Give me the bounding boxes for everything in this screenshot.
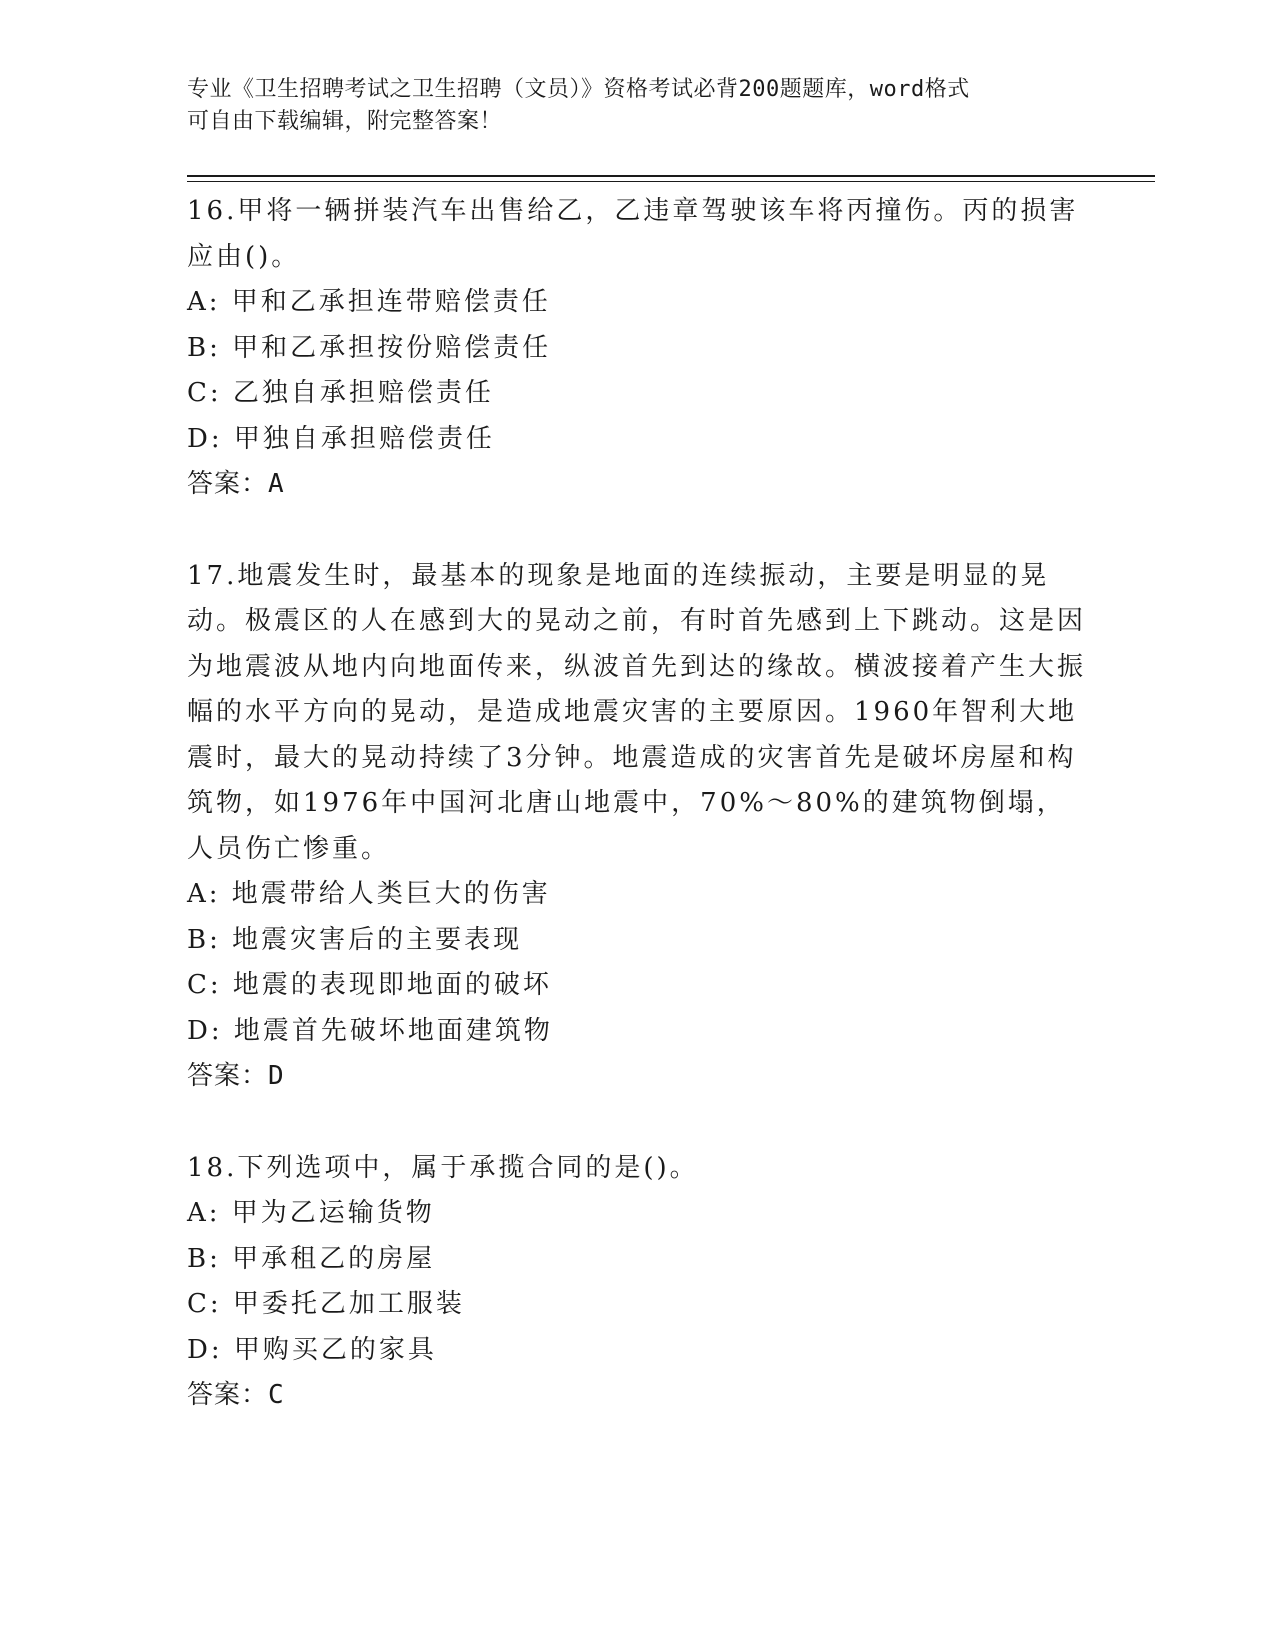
- option-b: B: 甲和乙承担按份赔偿责任: [187, 332, 552, 363]
- question-text: 18.下列选项中，属于承揽合同的是()。: [187, 1152, 699, 1183]
- option-b: B: 甲承租乙的房屋: [187, 1243, 436, 1274]
- option-d: D: 地震首先破坏地面建筑物: [187, 1015, 553, 1046]
- option-c: C: 甲委托乙加工服装: [187, 1289, 465, 1319]
- option-d: D: 甲独自承担赔偿责任: [187, 423, 495, 454]
- header-divider-thick: [187, 175, 1155, 177]
- question-18: [187, 1146, 1087, 1419]
- option-d: D: 甲购买乙的家具: [187, 1334, 437, 1365]
- answer-label: 答案：D: [187, 1061, 285, 1091]
- option-c: C: 地震的表现即地面的破坏: [187, 970, 552, 1000]
- option-b: B: 地震灾害后的主要表现: [187, 924, 523, 955]
- header-line-2: 可自由下载编辑，附完整答案！: [187, 109, 503, 134]
- question-text: 17.地震发生时，最基本的现象是地面的连续振动，主要是明显的晃动。极震区的人在感到大的晃动之前，有时首先感到上下跳动。这是因为地震波从地内向地面传来，纵波首先到达的缘故。横波接着产生大振幅的水平方向的晃动，是造成地震灾害的主要原因。1960年智利大地震时，最大的晃动持续了3分钟。地震造成的灾害首先是破坏房屋和构筑物，如1976年中国河北唐山地震中，70%～80%的建筑物倒塌，人员伤亡惨重。: [187, 560, 1087, 864]
- header-line-1: 专业《卫生招聘考试之卫生招聘（文员）》资格考试必背200题题库，word格式: [187, 77, 970, 102]
- question-text: 16.甲将一辆拼装汽车出售给乙，乙违章驾驶该车将丙撞伤。丙的损害应由()。: [187, 196, 1079, 272]
- document-header: [187, 74, 1067, 138]
- question-17: [187, 554, 1087, 1100]
- header-divider-thin: [187, 181, 1155, 182]
- option-a: A: 甲为乙运输货物: [187, 1198, 435, 1228]
- answer-label: 答案：A: [187, 469, 285, 499]
- answer-label: 答案：C: [187, 1380, 285, 1410]
- option-a: A: 地震带给人类巨大的伤害: [187, 879, 551, 909]
- question-list: [187, 189, 1087, 1465]
- option-c: C: 乙独自承担赔偿责任: [187, 378, 494, 408]
- option-a: A: 甲和乙承担连带赔偿责任: [187, 287, 551, 317]
- question-16: [187, 189, 1087, 508]
